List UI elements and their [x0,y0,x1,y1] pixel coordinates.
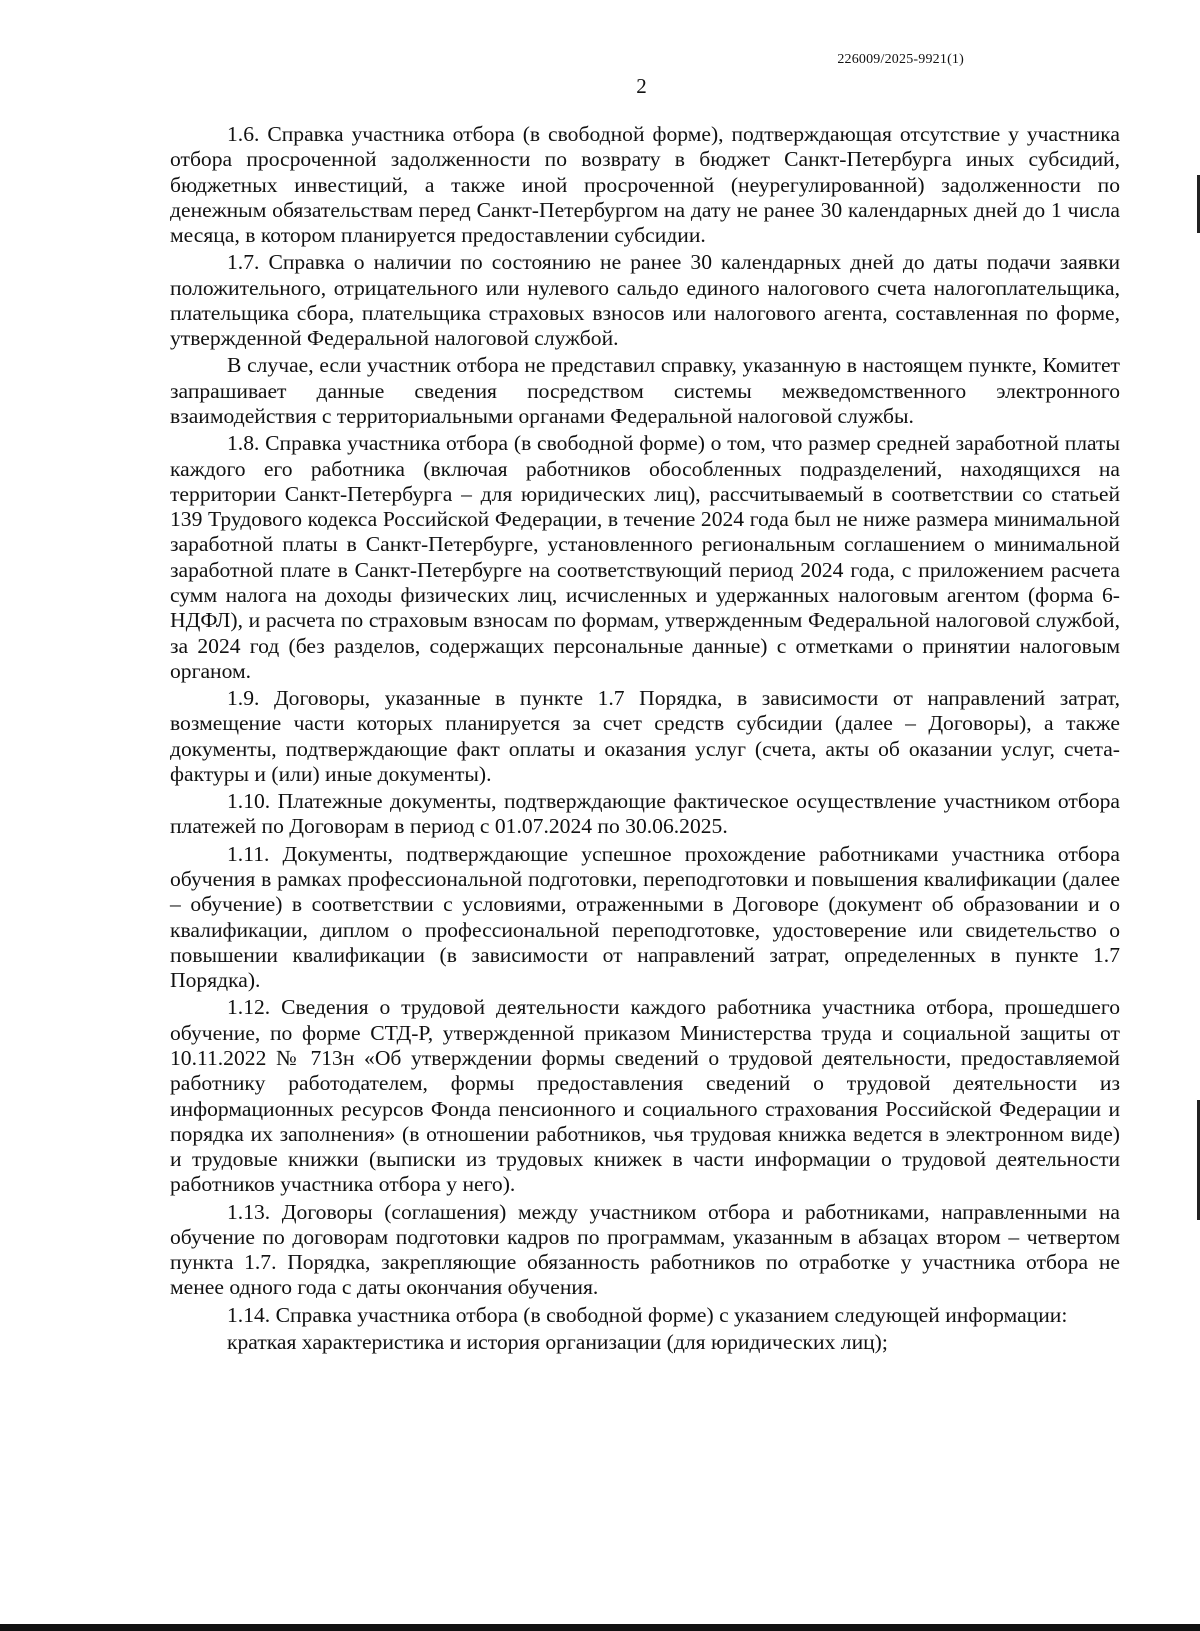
document-body [170,122,1120,1357]
paragraph-1-7: 1.7. Справка о наличии по состоянию не ранее 30 календарных дней до даты подачи заявки положительного, отрицательного или нулевого сальдо единого налогового счета налогоплательщика, плательщика сбора, плательщика страховых взносов или налогового агента, составленная по форме, утвержденной Федеральной налоговой службой. [170,250,1120,351]
page-number: 2 [636,74,647,98]
paragraph-1-13: 1.13. Договоры (соглашения) между участником отбора и работниками, направленными на обучение по договорам подготовки кадров по программам, указанным в абзацах втором – четвертом пункта 1.7. Порядка, закрепляющие обязанность работников по отработке у участника отбора не менее одного года с даты окончания обучения. [170,1199,1120,1300]
paragraph-1-10: 1.10. Платежные документы, подтверждающие фактическое осуществление участником отбора платежей по Договорам в период с 01.07.2024 по 30.06.2025. [170,789,1120,839]
paragraph-1-12: 1.12. Сведения о трудовой деятельности каждого работника участника отбора, прошедшего обучение, по форме СТД-Р, утвержденной приказом Министерства труда и социальной защиты от 10.11.2022 № 713н «Об утверждении формы сведений о трудовой деятельности, предоставляемой работнику работодателем, формы предоставления сведений о трудовой деятельности из информационных ресурсов Фонда пенсионного и социального страхования Российской Федерации и порядка их заполнения» (в отношении работников, чья трудовая книжка ведется в электронном виде) и трудовые книжки (выписки из трудовых книжек в части информации о трудовой деятельности работников участника отбора у него). [170,995,1120,1197]
paragraph-1-6: 1.6. Справка участника отбора (в свободной форме), подтверждающая отсутствие у участника отбора просроченной задолженности по возврату в бюджет Санкт-Петербурга иных субсидий, бюджетных инвестиций, а также иной просроченной (неурегулированной) задолженности по денежным обязательствам перед Санкт-Петербургом на дату не ранее 30 календарных дней до 1 числа месяца, в котором планируется предоставлении субсидии. [170,122,1120,248]
paragraph-1-11: 1.11. Документы, подтверждающие успешное прохождение работниками участника отбора обучения в рамках профессиональной подготовки, переподготовки и повышения квалификации (далее – обучение) в соответствии с условиями, отраженными в Договоре (документ об образовании и о квалификации, диплом о профессиональной переподготовке, удостоверение или свидетельство о повышении квалификации (в зависимости от направлений затрат, определенных в пункте 1.7 Порядка). [170,841,1120,993]
paragraph-1-8: 1.8. Справка участника отбора (в свободной форме) о том, что размер средней заработной платы каждого его работника (включая работников обособленных подразделений, находящихся на территории Санкт-Петербурга – для юридических лиц), рассчитываемый в соответствии со статьей 139 Трудового кодекса Российской Федерации, в течение 2024 года был не ниже размера минимальной заработной платы в Санкт-Петербурге, установленного региональным соглашением о минимальной заработной плате в Санкт-Петербурге на соответствующий период 2024 года, с приложением расчета сумм налога на доходы физических лиц, исчисленных и удержанных налоговым агентом (форма 6-НДФЛ), и расчета по страховым взносам по формам, утвержденным Федеральной налоговой службой, за 2024 год (без разделов, содержащих персональные данные) с отметками о принятии налоговым органом. [170,431,1120,683]
document-registration-number: 226009/2025-9921(1) [837,52,964,67]
paragraph-1-9: 1.9. Договоры, указанные в пункте 1.7 Порядка, в зависимости от направлений затрат, возмещение части которых планируется за счет средств субсидии (далее – Договоры), а также документы, подтверждающие факт оплаты и оказания услуг (счета, акты об оказании услуг, счета-фактуры и (или) иные документы). [170,686,1120,786]
paragraph-1-14: 1.14. Справка участника отбора (в свободной форме) с указанием следующей информации: [227,1302,1068,1327]
paragraph-1-7-note: В случае, если участник отбора не представил справку, указанную в настоящем пункте, Комитет запрашивает данные сведения посредством системы межведомственного электронного взаимодействия с территориальными органами Федеральной налоговой службы. [170,353,1120,429]
scan-bottom-border [0,1624,1200,1631]
paragraph-1-14-item: краткая характеристика и история организации (для юридических лиц); [227,1329,888,1354]
